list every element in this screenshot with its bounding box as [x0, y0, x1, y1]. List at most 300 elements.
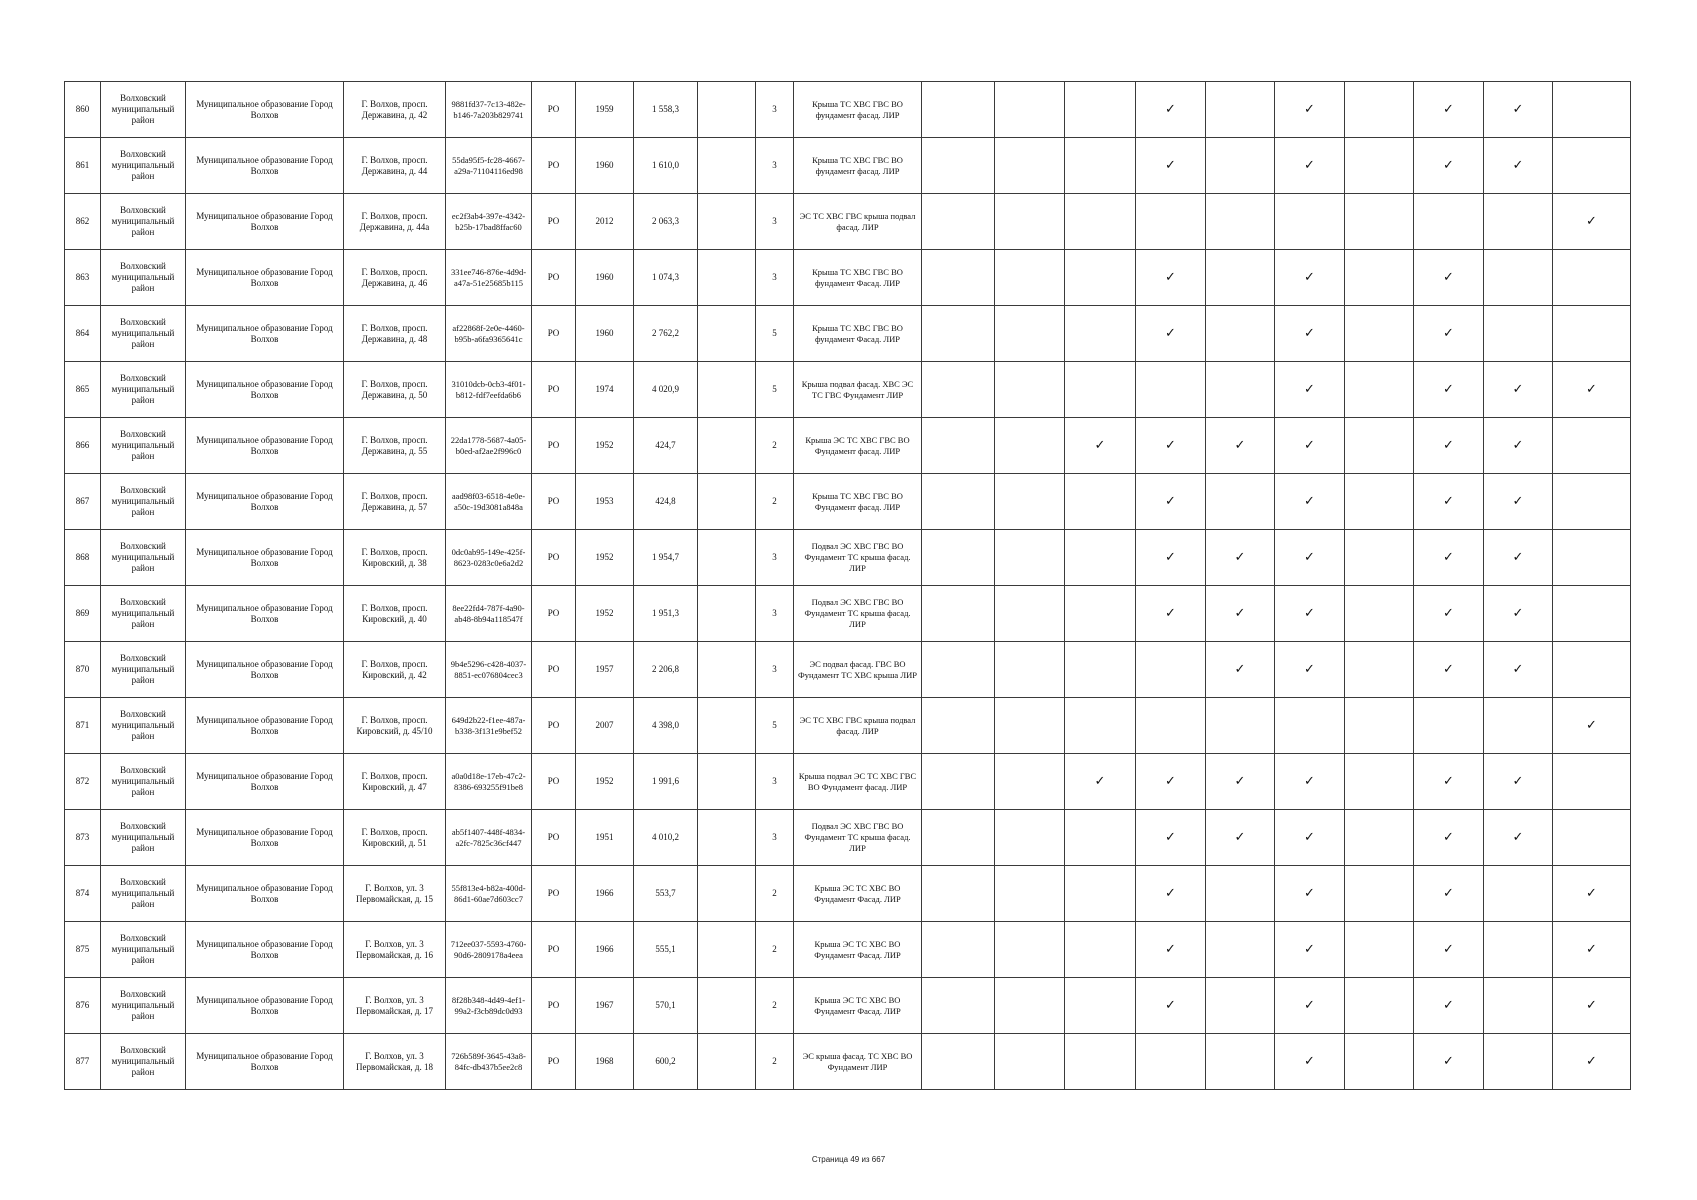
- address-cell: Г. Волхов, просп. Державина, д. 55: [344, 418, 446, 474]
- check-cell-9: [1484, 978, 1553, 1034]
- check-cell-2: [995, 474, 1065, 530]
- check-cell-7: [1345, 642, 1414, 698]
- table-row: [65, 754, 1631, 810]
- check-cell-9: [1484, 250, 1553, 306]
- fund-form-cell: РО: [532, 698, 576, 754]
- check-cell-9: [1484, 194, 1553, 250]
- check-cell-2: [995, 138, 1065, 194]
- floors-cell: 3: [756, 642, 794, 698]
- floors-cell: 3: [756, 250, 794, 306]
- check-cell-9: ✓: [1484, 474, 1553, 530]
- floors-cell: 3: [756, 138, 794, 194]
- check-cell-1: [922, 474, 995, 530]
- district-cell: Волховский муниципальный район: [101, 138, 186, 194]
- guid-cell: aad98f03-6518-4e0e-a50c-19d3081a848a: [446, 474, 532, 530]
- check-cell-4: ✓: [1136, 810, 1206, 866]
- area-cell: 4 010,2: [634, 810, 698, 866]
- guid-cell: 712ee037-5593-4760-90d6-2809178a4eea: [446, 922, 532, 978]
- works-cell: Подвал ЭС ХВС ГВС ВО Фундамент ТС крыша фасад. ЛИР: [794, 810, 922, 866]
- municipality-cell: Муниципальное образование Город Волхов: [186, 306, 344, 362]
- check-cell-7: [1345, 698, 1414, 754]
- year-cell: 2007: [576, 698, 634, 754]
- check-cell-2: [995, 1034, 1065, 1090]
- check-cell-1: [922, 1034, 995, 1090]
- area-cell: 2 762,2: [634, 306, 698, 362]
- check-cell-8: ✓: [1414, 418, 1484, 474]
- check-cell-4: ✓: [1136, 474, 1206, 530]
- check-cell-1: [922, 306, 995, 362]
- check-cell-7: [1345, 138, 1414, 194]
- works-cell: ЭС подвал фасад. ГВС ВО Фундамент ТС ХВС крыша ЛИР: [794, 642, 922, 698]
- check-cell-6: ✓: [1275, 866, 1345, 922]
- check-cell-10: ✓: [1553, 194, 1631, 250]
- empty-cell: [698, 362, 756, 418]
- row-number: 860: [65, 82, 101, 138]
- check-cell-4: ✓: [1136, 754, 1206, 810]
- check-cell-3: [1065, 362, 1136, 418]
- check-cell-4: ✓: [1136, 138, 1206, 194]
- area-cell: 2 206,8: [634, 642, 698, 698]
- district-cell: Волховский муниципальный район: [101, 586, 186, 642]
- check-cell-4: ✓: [1136, 530, 1206, 586]
- check-cell-8: ✓: [1414, 138, 1484, 194]
- check-cell-10: [1553, 474, 1631, 530]
- check-cell-5: [1206, 362, 1275, 418]
- guid-cell: 0dc0ab95-149e-425f-8623-0283c0e6a2d2: [446, 530, 532, 586]
- address-cell: Г. Волхов, просп. Державина, д. 42: [344, 82, 446, 138]
- page-footer: Страница 49 из 667: [811, 1155, 886, 1164]
- check-cell-10: ✓: [1553, 922, 1631, 978]
- floors-cell: 3: [756, 810, 794, 866]
- check-cell-5: [1206, 138, 1275, 194]
- check-cell-1: [922, 418, 995, 474]
- area-cell: 1 074,3: [634, 250, 698, 306]
- floors-cell: 2: [756, 978, 794, 1034]
- table-row: [65, 698, 1631, 754]
- check-cell-2: [995, 922, 1065, 978]
- row-number: 866: [65, 418, 101, 474]
- municipality-cell: Муниципальное образование Город Волхов: [186, 922, 344, 978]
- check-cell-9: ✓: [1484, 418, 1553, 474]
- year-cell: 1968: [576, 1034, 634, 1090]
- check-cell-1: [922, 810, 995, 866]
- floors-cell: 2: [756, 1034, 794, 1090]
- table-row: [65, 418, 1631, 474]
- works-cell: Крыша ТС ХВС ГВС ВО фундамент Фасад. ЛИР: [794, 250, 922, 306]
- empty-cell: [698, 642, 756, 698]
- address-cell: Г. Волхов, просп. Кировский, д. 51: [344, 810, 446, 866]
- table-row: [65, 530, 1631, 586]
- floors-cell: 3: [756, 754, 794, 810]
- row-number: 875: [65, 922, 101, 978]
- check-cell-6: ✓: [1275, 250, 1345, 306]
- municipality-cell: Муниципальное образование Город Волхов: [186, 698, 344, 754]
- fund-form-cell: РО: [532, 306, 576, 362]
- check-cell-4: ✓: [1136, 250, 1206, 306]
- guid-cell: 9b4e5296-c428-4037-8851-ec076804cec3: [446, 642, 532, 698]
- check-cell-4: ✓: [1136, 306, 1206, 362]
- check-cell-2: [995, 418, 1065, 474]
- district-cell: Волховский муниципальный район: [101, 306, 186, 362]
- address-cell: Г. Волхов, ул. 3 Первомайская, д. 15: [344, 866, 446, 922]
- district-cell: Волховский муниципальный район: [101, 474, 186, 530]
- check-cell-9: [1484, 1034, 1553, 1090]
- check-cell-2: [995, 250, 1065, 306]
- area-cell: 553,7: [634, 866, 698, 922]
- area-cell: 424,7: [634, 418, 698, 474]
- check-cell-6: [1275, 194, 1345, 250]
- check-cell-6: ✓: [1275, 1034, 1345, 1090]
- address-cell: Г. Волхов, просп. Кировский, д. 45/10: [344, 698, 446, 754]
- check-cell-9: ✓: [1484, 810, 1553, 866]
- address-cell: Г. Волхов, просп. Державина, д. 44а: [344, 194, 446, 250]
- guid-cell: ab5f1407-448f-4834-a2fc-7825c36cf447: [446, 810, 532, 866]
- fund-form-cell: РО: [532, 138, 576, 194]
- area-cell: 570,1: [634, 978, 698, 1034]
- check-cell-4: [1136, 642, 1206, 698]
- municipality-cell: Муниципальное образование Город Волхов: [186, 362, 344, 418]
- check-cell-6: ✓: [1275, 642, 1345, 698]
- check-cell-1: [922, 642, 995, 698]
- check-cell-3: [1065, 250, 1136, 306]
- fund-form-cell: РО: [532, 250, 576, 306]
- district-cell: Волховский муниципальный район: [101, 418, 186, 474]
- fund-form-cell: РО: [532, 642, 576, 698]
- check-cell-9: [1484, 698, 1553, 754]
- check-cell-5: [1206, 250, 1275, 306]
- works-cell: ЭС ТС ХВС ГВС крыша подвал фасад. ЛИР: [794, 698, 922, 754]
- year-cell: 1957: [576, 642, 634, 698]
- area-cell: 1 558,3: [634, 82, 698, 138]
- floors-cell: 5: [756, 698, 794, 754]
- check-cell-2: [995, 194, 1065, 250]
- check-cell-3: [1065, 810, 1136, 866]
- empty-cell: [698, 82, 756, 138]
- empty-cell: [698, 194, 756, 250]
- works-cell: Крыша подвал фасад. ХВС ЭС ТС ГВС Фундамент ЛИР: [794, 362, 922, 418]
- works-cell: Крыша ТС ХВС ГВС ВО Фундамент фасад. ЛИР: [794, 474, 922, 530]
- check-cell-6: ✓: [1275, 306, 1345, 362]
- check-cell-10: [1553, 138, 1631, 194]
- year-cell: 1974: [576, 362, 634, 418]
- check-cell-10: [1553, 754, 1631, 810]
- works-cell: Крыша ТС ХВС ГВС ВО фундамент Фасад. ЛИР: [794, 306, 922, 362]
- area-cell: 1 991,6: [634, 754, 698, 810]
- area-cell: 1 610,0: [634, 138, 698, 194]
- check-cell-7: [1345, 810, 1414, 866]
- floors-cell: 2: [756, 922, 794, 978]
- empty-cell: [698, 922, 756, 978]
- row-number: 877: [65, 1034, 101, 1090]
- row-number: 867: [65, 474, 101, 530]
- check-cell-6: ✓: [1275, 586, 1345, 642]
- check-cell-8: ✓: [1414, 810, 1484, 866]
- check-cell-7: [1345, 586, 1414, 642]
- row-number: 864: [65, 306, 101, 362]
- check-cell-8: ✓: [1414, 866, 1484, 922]
- check-cell-2: [995, 810, 1065, 866]
- check-cell-9: ✓: [1484, 82, 1553, 138]
- check-cell-7: [1345, 922, 1414, 978]
- district-cell: Волховский муниципальный район: [101, 362, 186, 418]
- check-cell-7: [1345, 754, 1414, 810]
- guid-cell: 726b589f-3645-43a8-84fc-db437b5ee2c8: [446, 1034, 532, 1090]
- municipality-cell: Муниципальное образование Город Волхов: [186, 138, 344, 194]
- row-number: 862: [65, 194, 101, 250]
- check-cell-3: [1065, 586, 1136, 642]
- year-cell: 1952: [576, 418, 634, 474]
- check-cell-7: [1345, 1034, 1414, 1090]
- check-cell-3: [1065, 82, 1136, 138]
- check-cell-3: [1065, 138, 1136, 194]
- check-cell-3: [1065, 978, 1136, 1034]
- check-cell-4: ✓: [1136, 418, 1206, 474]
- check-cell-2: [995, 754, 1065, 810]
- district-cell: Волховский муниципальный район: [101, 866, 186, 922]
- works-cell: Крыша ТС ХВС ГВС ВО фундамент фасад. ЛИР: [794, 82, 922, 138]
- check-cell-5: [1206, 1034, 1275, 1090]
- guid-cell: 8f28b348-4d49-4ef1-99a2-f3cb89dc0d93: [446, 978, 532, 1034]
- check-cell-2: [995, 698, 1065, 754]
- floors-cell: 2: [756, 418, 794, 474]
- year-cell: 1960: [576, 138, 634, 194]
- row-number: 876: [65, 978, 101, 1034]
- floors-cell: 3: [756, 194, 794, 250]
- check-cell-5: [1206, 978, 1275, 1034]
- check-cell-9: [1484, 866, 1553, 922]
- check-cell-10: [1553, 250, 1631, 306]
- row-number: 869: [65, 586, 101, 642]
- check-cell-8: [1414, 698, 1484, 754]
- check-cell-5: [1206, 922, 1275, 978]
- check-cell-9: ✓: [1484, 586, 1553, 642]
- check-cell-6: ✓: [1275, 362, 1345, 418]
- check-cell-4: ✓: [1136, 922, 1206, 978]
- check-cell-9: [1484, 306, 1553, 362]
- table-row: [65, 922, 1631, 978]
- check-cell-9: ✓: [1484, 642, 1553, 698]
- check-cell-6: ✓: [1275, 474, 1345, 530]
- check-cell-9: ✓: [1484, 362, 1553, 418]
- check-cell-8: ✓: [1414, 1034, 1484, 1090]
- check-cell-1: [922, 922, 995, 978]
- guid-cell: 649d2b22-f1ee-487a-b338-3f131e9bef52: [446, 698, 532, 754]
- empty-cell: [698, 810, 756, 866]
- check-cell-7: [1345, 82, 1414, 138]
- check-cell-3: [1065, 474, 1136, 530]
- works-cell: Крыша ЭС ТС ХВС ГВС ВО Фундамент фасад. ЛИР: [794, 418, 922, 474]
- check-cell-9: ✓: [1484, 530, 1553, 586]
- check-cell-6: ✓: [1275, 138, 1345, 194]
- check-cell-9: [1484, 922, 1553, 978]
- empty-cell: [698, 418, 756, 474]
- check-cell-3: [1065, 866, 1136, 922]
- works-cell: Подвал ЭС ХВС ГВС ВО Фундамент ТС крыша фасад. ЛИР: [794, 530, 922, 586]
- check-cell-10: [1553, 530, 1631, 586]
- check-cell-6: ✓: [1275, 82, 1345, 138]
- fund-form-cell: РО: [532, 922, 576, 978]
- works-cell: ЭС ТС ХВС ГВС крыша подвал фасад. ЛИР: [794, 194, 922, 250]
- check-cell-3: ✓: [1065, 754, 1136, 810]
- fund-form-cell: РО: [532, 754, 576, 810]
- guid-cell: 55da95f5-fc28-4667-a29a-71104116ed98: [446, 138, 532, 194]
- check-cell-4: [1136, 194, 1206, 250]
- check-cell-6: ✓: [1275, 922, 1345, 978]
- address-cell: Г. Волхов, просп. Кировский, д. 42: [344, 642, 446, 698]
- table-row: [65, 306, 1631, 362]
- address-cell: Г. Волхов, просп. Державина, д. 44: [344, 138, 446, 194]
- empty-cell: [698, 474, 756, 530]
- row-number: 872: [65, 754, 101, 810]
- check-cell-1: [922, 194, 995, 250]
- address-cell: Г. Волхов, просп. Державина, д. 50: [344, 362, 446, 418]
- municipality-cell: Муниципальное образование Город Волхов: [186, 418, 344, 474]
- check-cell-2: [995, 978, 1065, 1034]
- check-cell-1: [922, 866, 995, 922]
- floors-cell: 5: [756, 362, 794, 418]
- area-cell: 555,1: [634, 922, 698, 978]
- check-cell-8: ✓: [1414, 922, 1484, 978]
- check-cell-6: ✓: [1275, 978, 1345, 1034]
- check-cell-7: [1345, 250, 1414, 306]
- fund-form-cell: РО: [532, 362, 576, 418]
- area-cell: 2 063,3: [634, 194, 698, 250]
- check-cell-6: [1275, 698, 1345, 754]
- district-cell: Волховский муниципальный район: [101, 698, 186, 754]
- area-cell: 1 954,7: [634, 530, 698, 586]
- table-row: [65, 866, 1631, 922]
- district-cell: Волховский муниципальный район: [101, 642, 186, 698]
- check-cell-10: ✓: [1553, 362, 1631, 418]
- check-cell-3: [1065, 530, 1136, 586]
- check-cell-5: ✓: [1206, 418, 1275, 474]
- empty-cell: [698, 250, 756, 306]
- check-cell-10: [1553, 306, 1631, 362]
- address-cell: Г. Волхов, просп. Кировский, д. 38: [344, 530, 446, 586]
- year-cell: 1966: [576, 866, 634, 922]
- register-table: [64, 81, 1631, 1090]
- address-cell: Г. Волхов, просп. Державина, д. 57: [344, 474, 446, 530]
- check-cell-5: ✓: [1206, 586, 1275, 642]
- check-cell-6: ✓: [1275, 754, 1345, 810]
- check-cell-3: [1065, 194, 1136, 250]
- area-cell: 1 951,3: [634, 586, 698, 642]
- address-cell: Г. Волхов, ул. 3 Первомайская, д. 16: [344, 922, 446, 978]
- guid-cell: 9881fd37-7c13-482e-b146-7a203b829741: [446, 82, 532, 138]
- table-row: [65, 474, 1631, 530]
- guid-cell: ec2f3ab4-397e-4342-b25b-17bad8ffac60: [446, 194, 532, 250]
- check-cell-7: [1345, 418, 1414, 474]
- municipality-cell: Муниципальное образование Город Волхов: [186, 586, 344, 642]
- year-cell: 1952: [576, 754, 634, 810]
- year-cell: 1967: [576, 978, 634, 1034]
- table-row: [65, 1034, 1631, 1090]
- municipality-cell: Муниципальное образование Город Волхов: [186, 82, 344, 138]
- empty-cell: [698, 1034, 756, 1090]
- check-cell-7: [1345, 978, 1414, 1034]
- table-row: [65, 250, 1631, 306]
- fund-form-cell: РО: [532, 530, 576, 586]
- check-cell-6: ✓: [1275, 418, 1345, 474]
- table-row: [65, 642, 1631, 698]
- table-row: [65, 138, 1631, 194]
- guid-cell: 55f813e4-b82a-400d-86d1-60ae7d603cc7: [446, 866, 532, 922]
- guid-cell: 22da1778-5687-4a05-b0ed-af2ae2f996c0: [446, 418, 532, 474]
- check-cell-5: [1206, 194, 1275, 250]
- works-cell: Подвал ЭС ХВС ГВС ВО Фундамент ТС крыша фасад. ЛИР: [794, 586, 922, 642]
- check-cell-5: ✓: [1206, 754, 1275, 810]
- check-cell-10: [1553, 642, 1631, 698]
- check-cell-5: [1206, 82, 1275, 138]
- empty-cell: [698, 306, 756, 362]
- check-cell-4: [1136, 362, 1206, 418]
- check-cell-10: [1553, 810, 1631, 866]
- table-row: [65, 978, 1631, 1034]
- check-cell-4: ✓: [1136, 82, 1206, 138]
- municipality-cell: Муниципальное образование Город Волхов: [186, 474, 344, 530]
- floors-cell: 3: [756, 586, 794, 642]
- empty-cell: [698, 698, 756, 754]
- check-cell-1: [922, 362, 995, 418]
- fund-form-cell: РО: [532, 810, 576, 866]
- check-cell-8: ✓: [1414, 474, 1484, 530]
- table-row: [65, 194, 1631, 250]
- check-cell-1: [922, 82, 995, 138]
- row-number: 870: [65, 642, 101, 698]
- check-cell-7: [1345, 866, 1414, 922]
- fund-form-cell: РО: [532, 82, 576, 138]
- fund-form-cell: РО: [532, 978, 576, 1034]
- municipality-cell: Муниципальное образование Город Волхов: [186, 642, 344, 698]
- year-cell: 1952: [576, 586, 634, 642]
- floors-cell: 2: [756, 866, 794, 922]
- row-number: 871: [65, 698, 101, 754]
- empty-cell: [698, 866, 756, 922]
- check-cell-4: ✓: [1136, 866, 1206, 922]
- check-cell-7: [1345, 306, 1414, 362]
- district-cell: Волховский муниципальный район: [101, 754, 186, 810]
- check-cell-2: [995, 306, 1065, 362]
- works-cell: Крыша подвал ЭС ТС ХВС ГВС ВО Фундамент фасад. ЛИР: [794, 754, 922, 810]
- municipality-cell: Муниципальное образование Город Волхов: [186, 754, 344, 810]
- check-cell-3: ✓: [1065, 418, 1136, 474]
- check-cell-8: ✓: [1414, 978, 1484, 1034]
- check-cell-1: [922, 138, 995, 194]
- fund-form-cell: РО: [532, 418, 576, 474]
- year-cell: 1959: [576, 82, 634, 138]
- check-cell-5: [1206, 698, 1275, 754]
- empty-cell: [698, 978, 756, 1034]
- row-number: 865: [65, 362, 101, 418]
- check-cell-8: ✓: [1414, 362, 1484, 418]
- fund-form-cell: РО: [532, 474, 576, 530]
- guid-cell: 331ee746-876e-4d9d-a47a-51e25685b115: [446, 250, 532, 306]
- empty-cell: [698, 586, 756, 642]
- floors-cell: 3: [756, 530, 794, 586]
- check-cell-8: ✓: [1414, 530, 1484, 586]
- check-cell-4: [1136, 1034, 1206, 1090]
- check-cell-10: [1553, 82, 1631, 138]
- fund-form-cell: РО: [532, 586, 576, 642]
- check-cell-2: [995, 82, 1065, 138]
- check-cell-8: ✓: [1414, 586, 1484, 642]
- year-cell: 1952: [576, 530, 634, 586]
- works-cell: ЭС крыша фасад. ТС ХВС ВО Фундамент ЛИР: [794, 1034, 922, 1090]
- fund-form-cell: РО: [532, 194, 576, 250]
- year-cell: 1960: [576, 250, 634, 306]
- check-cell-2: [995, 866, 1065, 922]
- works-cell: Крыша ЭС ТС ХВС ВО Фундамент Фасад. ЛИР: [794, 978, 922, 1034]
